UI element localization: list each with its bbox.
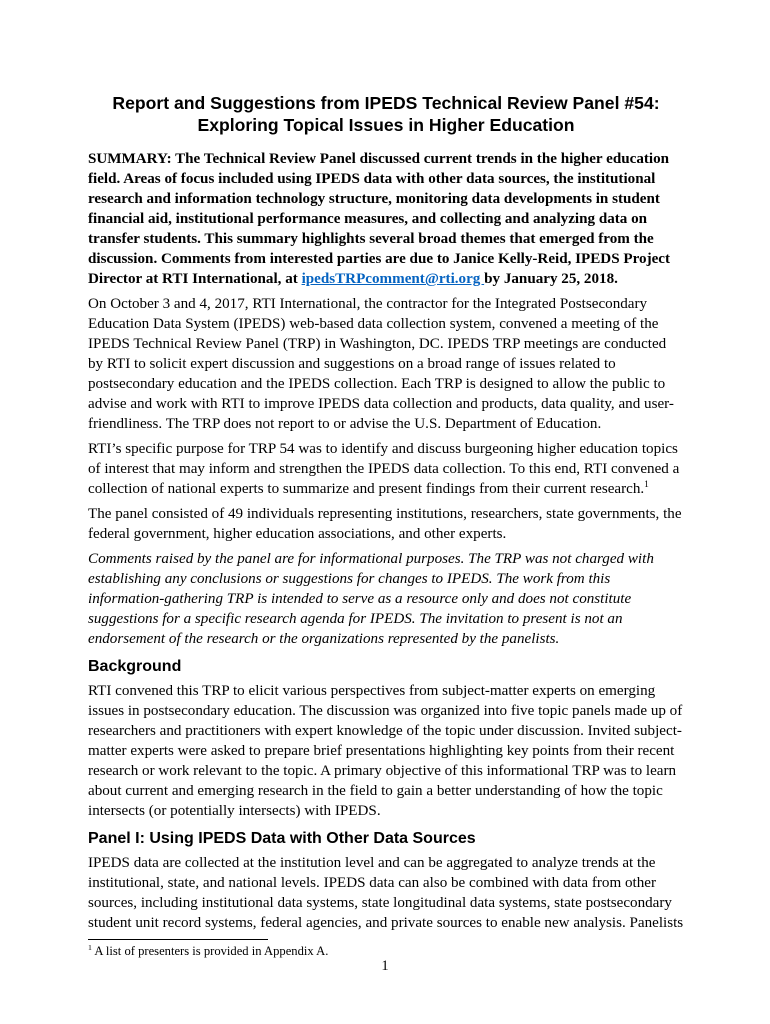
document-title-line1: Report and Suggestions from IPEDS Technical Review Panel #54: xyxy=(112,93,660,113)
footnote-number: 1 xyxy=(88,942,92,952)
footnote-separator-line xyxy=(88,939,268,940)
disclaimer-paragraph: Comments raised by the panel are for informational purposes. The TRP was not charged with establishing any conclusions or suggestions for changes to IPEDS. The work from this information-gathering TRP is intended to serve as a resource only and does not constitute suggestions for a specific research agenda for IPEDS. The invitation to present is not an endorsement of the research or the organizations represented by the panelists. xyxy=(88,551,654,647)
page-number: 1 xyxy=(381,958,389,974)
panel1-heading: Panel I: Using IPEDS Data with Other Data Sources xyxy=(88,830,476,847)
purpose-text: RTI’s specific purpose for TRP 54 was to identify and discuss burgeoning higher education topics of interest that may inform and strengthen the IPEDS data collection. To this end, RTI convened a collection of national experts to summarize and present findings from their current research. xyxy=(88,441,680,497)
email-link[interactable]: ipedsTRPcomment@rti.org xyxy=(301,271,485,287)
panel-composition-paragraph: The panel consisted of 49 individuals representing institutions, researchers, state governments, the federal government, higher education associations, and other experts. xyxy=(88,506,682,542)
panel1-paragraph: IPEDS data are collected at the institution level and can be aggregated to analyze trends at the institutional, state, and national levels. IPEDS data can also be combined with data from other sources, including institutional data systems, state longitudinal data systems, state postsecondary student unit record systems, federal agencies, and private sources to enable new analysis. Panelists xyxy=(88,855,684,931)
summary-text-before-link: SUMMARY: The Technical Review Panel discussed current trends in the higher education field. Areas of focus included using IPEDS data with other data sources, the institutional research and information technology structure, monitoring data developments in student financial aid, institutional performance measures, and collecting and analyzing data on transfer students. This summary highlights several broad themes that emerged from the discussion. Comments from interested parties are due to Janice Kelly-Reid, IPEDS Project Director at RTI International, at xyxy=(88,151,671,287)
page-content xyxy=(88,92,684,959)
document-title xyxy=(88,92,684,136)
background-heading: Background xyxy=(88,658,182,675)
footnote-text: A list of presenters is provided in Appendix A. xyxy=(91,944,329,958)
purpose-paragraph xyxy=(88,439,684,499)
footnote-reference-marker: 1 xyxy=(644,479,649,490)
background-paragraph: RTI convened this TRP to elicit various perspectives from subject-matter experts on emerging issues in postsecondary education. The discussion was organized into five topic panels made up of researchers and practitioners with expert knowledge of the topic under discussion. Invited subject-matter experts were asked to prepare brief presentations highlighting key points from their recent research or work relevant to the topic. A primary objective of this informational TRP was to learn about current and emerging research in the field to gain a better understanding of how the topic intersects (or potentially intersects) with IPEDS. xyxy=(88,683,683,819)
document-title-line2: Exploring Topical Issues in Higher Education xyxy=(197,115,575,135)
footnote xyxy=(88,943,684,959)
meeting-paragraph: On October 3 and 4, 2017, RTI International, the contractor for the Integrated Postsecondary Education Data System (IPEDS) web-based data collection system, convened a meeting of the IPEDS Technical Review Panel (TRP) in Washington, DC. IPEDS TRP meetings are conducted by RTI to solicit expert discussion and suggestions on a broad range of issues related to postsecondary education and the IPEDS collection. Each TRP is designed to allow the public to advise and work with RTI to improve IPEDS data collection and products, data quality, and user-friendliness. The TRP does not report to or advise the U.S. Department of Education. xyxy=(88,296,674,432)
summary-text-after-link: by January 25, 2018. xyxy=(484,271,618,287)
summary-paragraph xyxy=(88,149,684,289)
